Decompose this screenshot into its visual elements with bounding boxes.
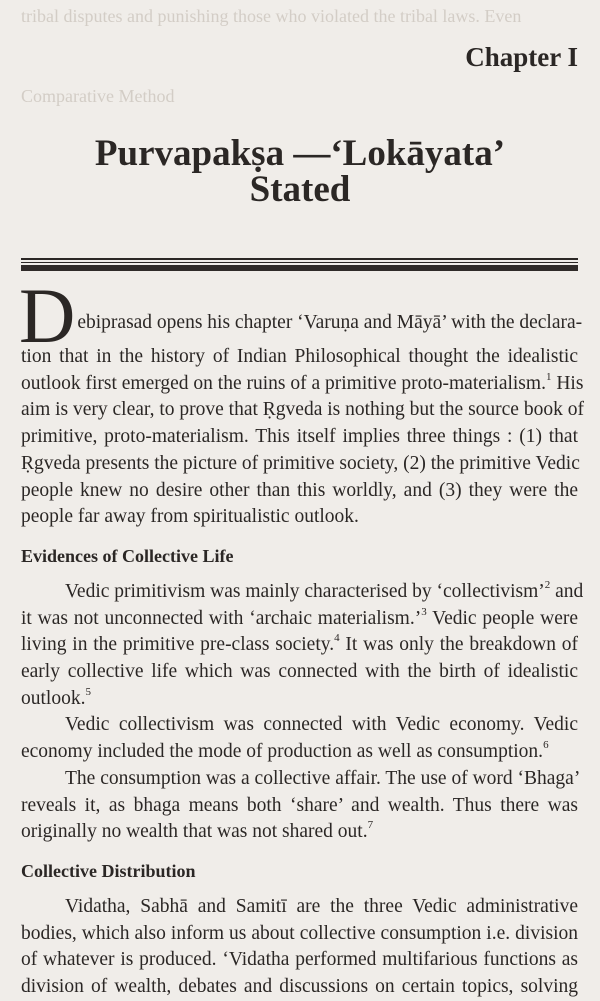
text-line <box>21 632 578 659</box>
chapter-label: Chapter I <box>465 42 578 72</box>
text-line <box>21 370 584 398</box>
text-line: bodies, which also inform us about collective consumption i.e. division <box>21 922 578 944</box>
footnote-ref: 5 <box>85 685 91 698</box>
footnote-ref: 1 <box>545 370 552 383</box>
text-line <box>21 578 584 606</box>
text-line: early collective life which was connected with the birth of idealistic <box>21 661 578 683</box>
text: It was only the breakdown of <box>339 634 578 656</box>
text-line: reveals it, as bhaga means both ‘share’ and wealth. Thus there was <box>21 794 578 816</box>
text-line: The consumption was a collective affair. The use of word ‘Bhaga’ <box>65 767 581 789</box>
paragraph <box>21 894 578 1001</box>
chapter-title-line2: Stated <box>249 169 351 210</box>
bleed-through-text: tribal disputes and punishing those who violated the tribal laws. Even <box>21 6 522 26</box>
page-body <box>19 272 584 1001</box>
footnote-ref: 2 <box>544 578 551 591</box>
chapter-title-line1: Purvapakṣa —‘Lokāyata’ <box>94 133 506 174</box>
chapter-title <box>0 133 600 210</box>
text: outlook. <box>21 687 86 709</box>
text-line: Ṛgveda presents the picture of primitive society, (2) the primitive Vedic <box>21 452 580 474</box>
text: originally no wealth that was not shared out. <box>21 821 368 843</box>
bleed-through-heading: Comparative Method <box>21 86 175 106</box>
text: and <box>550 580 584 602</box>
title-rule-thin <box>21 258 578 260</box>
text: Vedic primitivism was mainly characterised by ‘collectivism’ <box>65 580 545 602</box>
text-line: people knew no desire other than this worldly, and (3) they were the <box>21 479 578 501</box>
text-line <box>21 686 578 713</box>
text: living in the primitive pre-class society. <box>21 634 335 656</box>
text-line: ebiprasad opens his chapter ‘Varuṇa and Māyā’ with the declara- <box>77 312 583 333</box>
text-line <box>21 739 578 766</box>
text: economy included the mode of production as well as consumption. <box>21 741 544 763</box>
text-line <box>21 606 578 633</box>
footnote-ref: 3 <box>421 605 427 618</box>
text-line: people far away from spiritualistic outlook. <box>21 506 359 528</box>
section-heading: Collective Distribution <box>21 860 196 881</box>
paragraph <box>21 766 581 846</box>
title-rule-thin-2 <box>21 262 578 263</box>
text-line: of whatever is produced. ‘Vidatha performed multifarious functions as <box>21 949 578 971</box>
text: His <box>551 372 584 394</box>
section-heading: Evidences of Collective Life <box>21 545 234 566</box>
text-line: Vedic collectivism was connected with Vedic economy. Vedic <box>65 714 578 736</box>
text: it was not unconnected with ‘archaic materialism.’ <box>21 607 422 629</box>
footnote-ref: 7 <box>367 819 374 832</box>
title-rule-thick <box>21 265 578 271</box>
text: Vedic people were <box>426 607 578 629</box>
drop-cap: D <box>19 272 76 359</box>
text-line: primitive, proto-materialism. This itself implies three things : (1) that <box>21 426 578 448</box>
text: outlook first emerged on the ruins of a primitive proto-materialism. <box>21 372 546 394</box>
text-line: Vidatha, Sabhā and Samitī are the three Vedic administrative <box>65 895 578 917</box>
paragraph <box>21 578 584 713</box>
text-line: division of wealth, debates and discussions on certain topics, solving <box>21 976 578 998</box>
paragraph <box>21 712 578 765</box>
footnote-ref: 4 <box>334 632 340 645</box>
text-line <box>21 819 578 846</box>
text-line: tion that in the history of Indian Philosophical thought the idealistic <box>21 346 578 367</box>
text-line: aim is very clear, to prove that Ṛgveda is nothing but the source book of <box>21 399 584 421</box>
intro-paragraph <box>19 272 584 531</box>
footnote-ref: 6 <box>543 739 549 752</box>
